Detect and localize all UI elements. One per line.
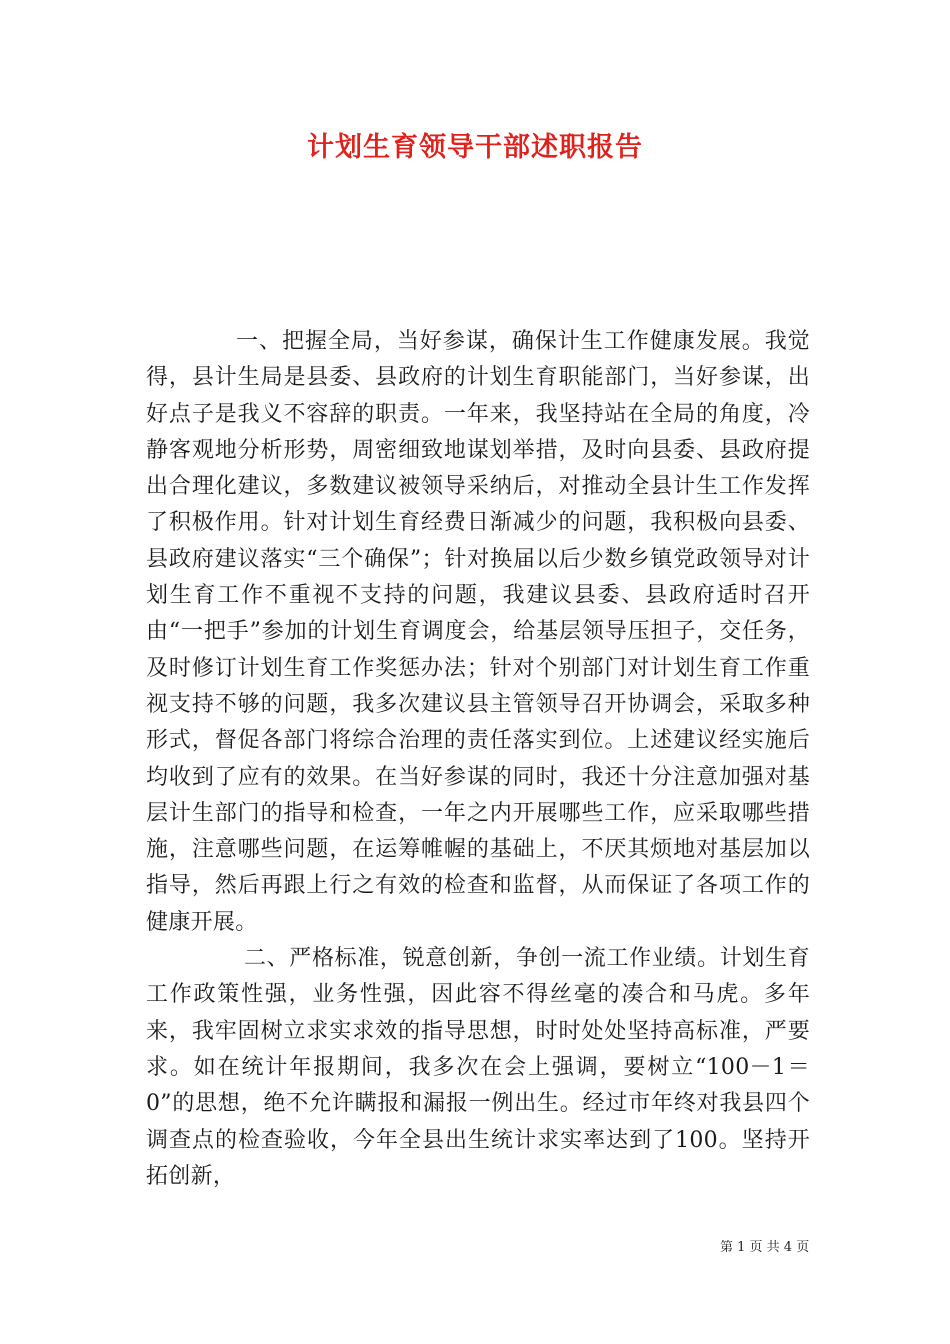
document-title: 计划生育领导干部述职报告 bbox=[307, 132, 643, 163]
page-number: 第 1 页 共 4 页 bbox=[720, 1240, 810, 1255]
document-body bbox=[146, 324, 810, 1195]
paragraph-1: 一、把握全局，当好参谋，确保计生工作健康发展。我觉得，县计生局是县委、县政府的计划生育职能部门，当好参谋，出好点子是我义不容辞的职责。一年来，我坚持站在全局的角度，冷静客观地分析形势，周密细致地谋划举措，及时向县委、县政府提出合理化建议，多数建议被领导采纳后，对推动全县计生工作发挥了积极作用。针对计划生育经费日渐减少的问题，我积极向县委、县政府建议落实“三个确保”；针对换届以后少数乡镇党政领导对计划生育工作不重视不支持的问题，我建议县委、县政府适时召开由“一把手”参加的计划生育调度会，给基层领导压担子，交任务，及时修订计划生育工作奖惩办法；针对个别部门对计划生育工作重视支持不够的问题，我多次建议县主管领导召开协调会，采取多种形式，督促各部门将综合治理的责任落实到位。上述建议经实施后均收到了应有的效果。在当好参谋的同时，我还十分注意加强对基层计生部门的指导和检查，一年之内开展哪些工作，应采取哪些措施，注意哪些问题，在运筹帷幄的基础上，不厌其烦地对基层加以指导，然后再跟上行之有效的检查和监督，从而保证了各项工作的健康开展。 bbox=[146, 329, 810, 935]
paragraph-2: 二、严格标准，锐意创新，争创一流工作业绩。计划生育工作政策性强，业务性强，因此容不得丝毫的凑合和马虎。多年来，我牢固树立求实求效的指导思想，时时处处坚持高标准，严要求。如在统计年报期间，我多次在会上强调，要树立“100－1＝0”的思想，绝不允许瞒报和漏报一例出生。经过市年终对我县四个调查点的检查验收，今年全县出生统计求实率达到了100。坚持开拓创新， bbox=[146, 946, 810, 1189]
